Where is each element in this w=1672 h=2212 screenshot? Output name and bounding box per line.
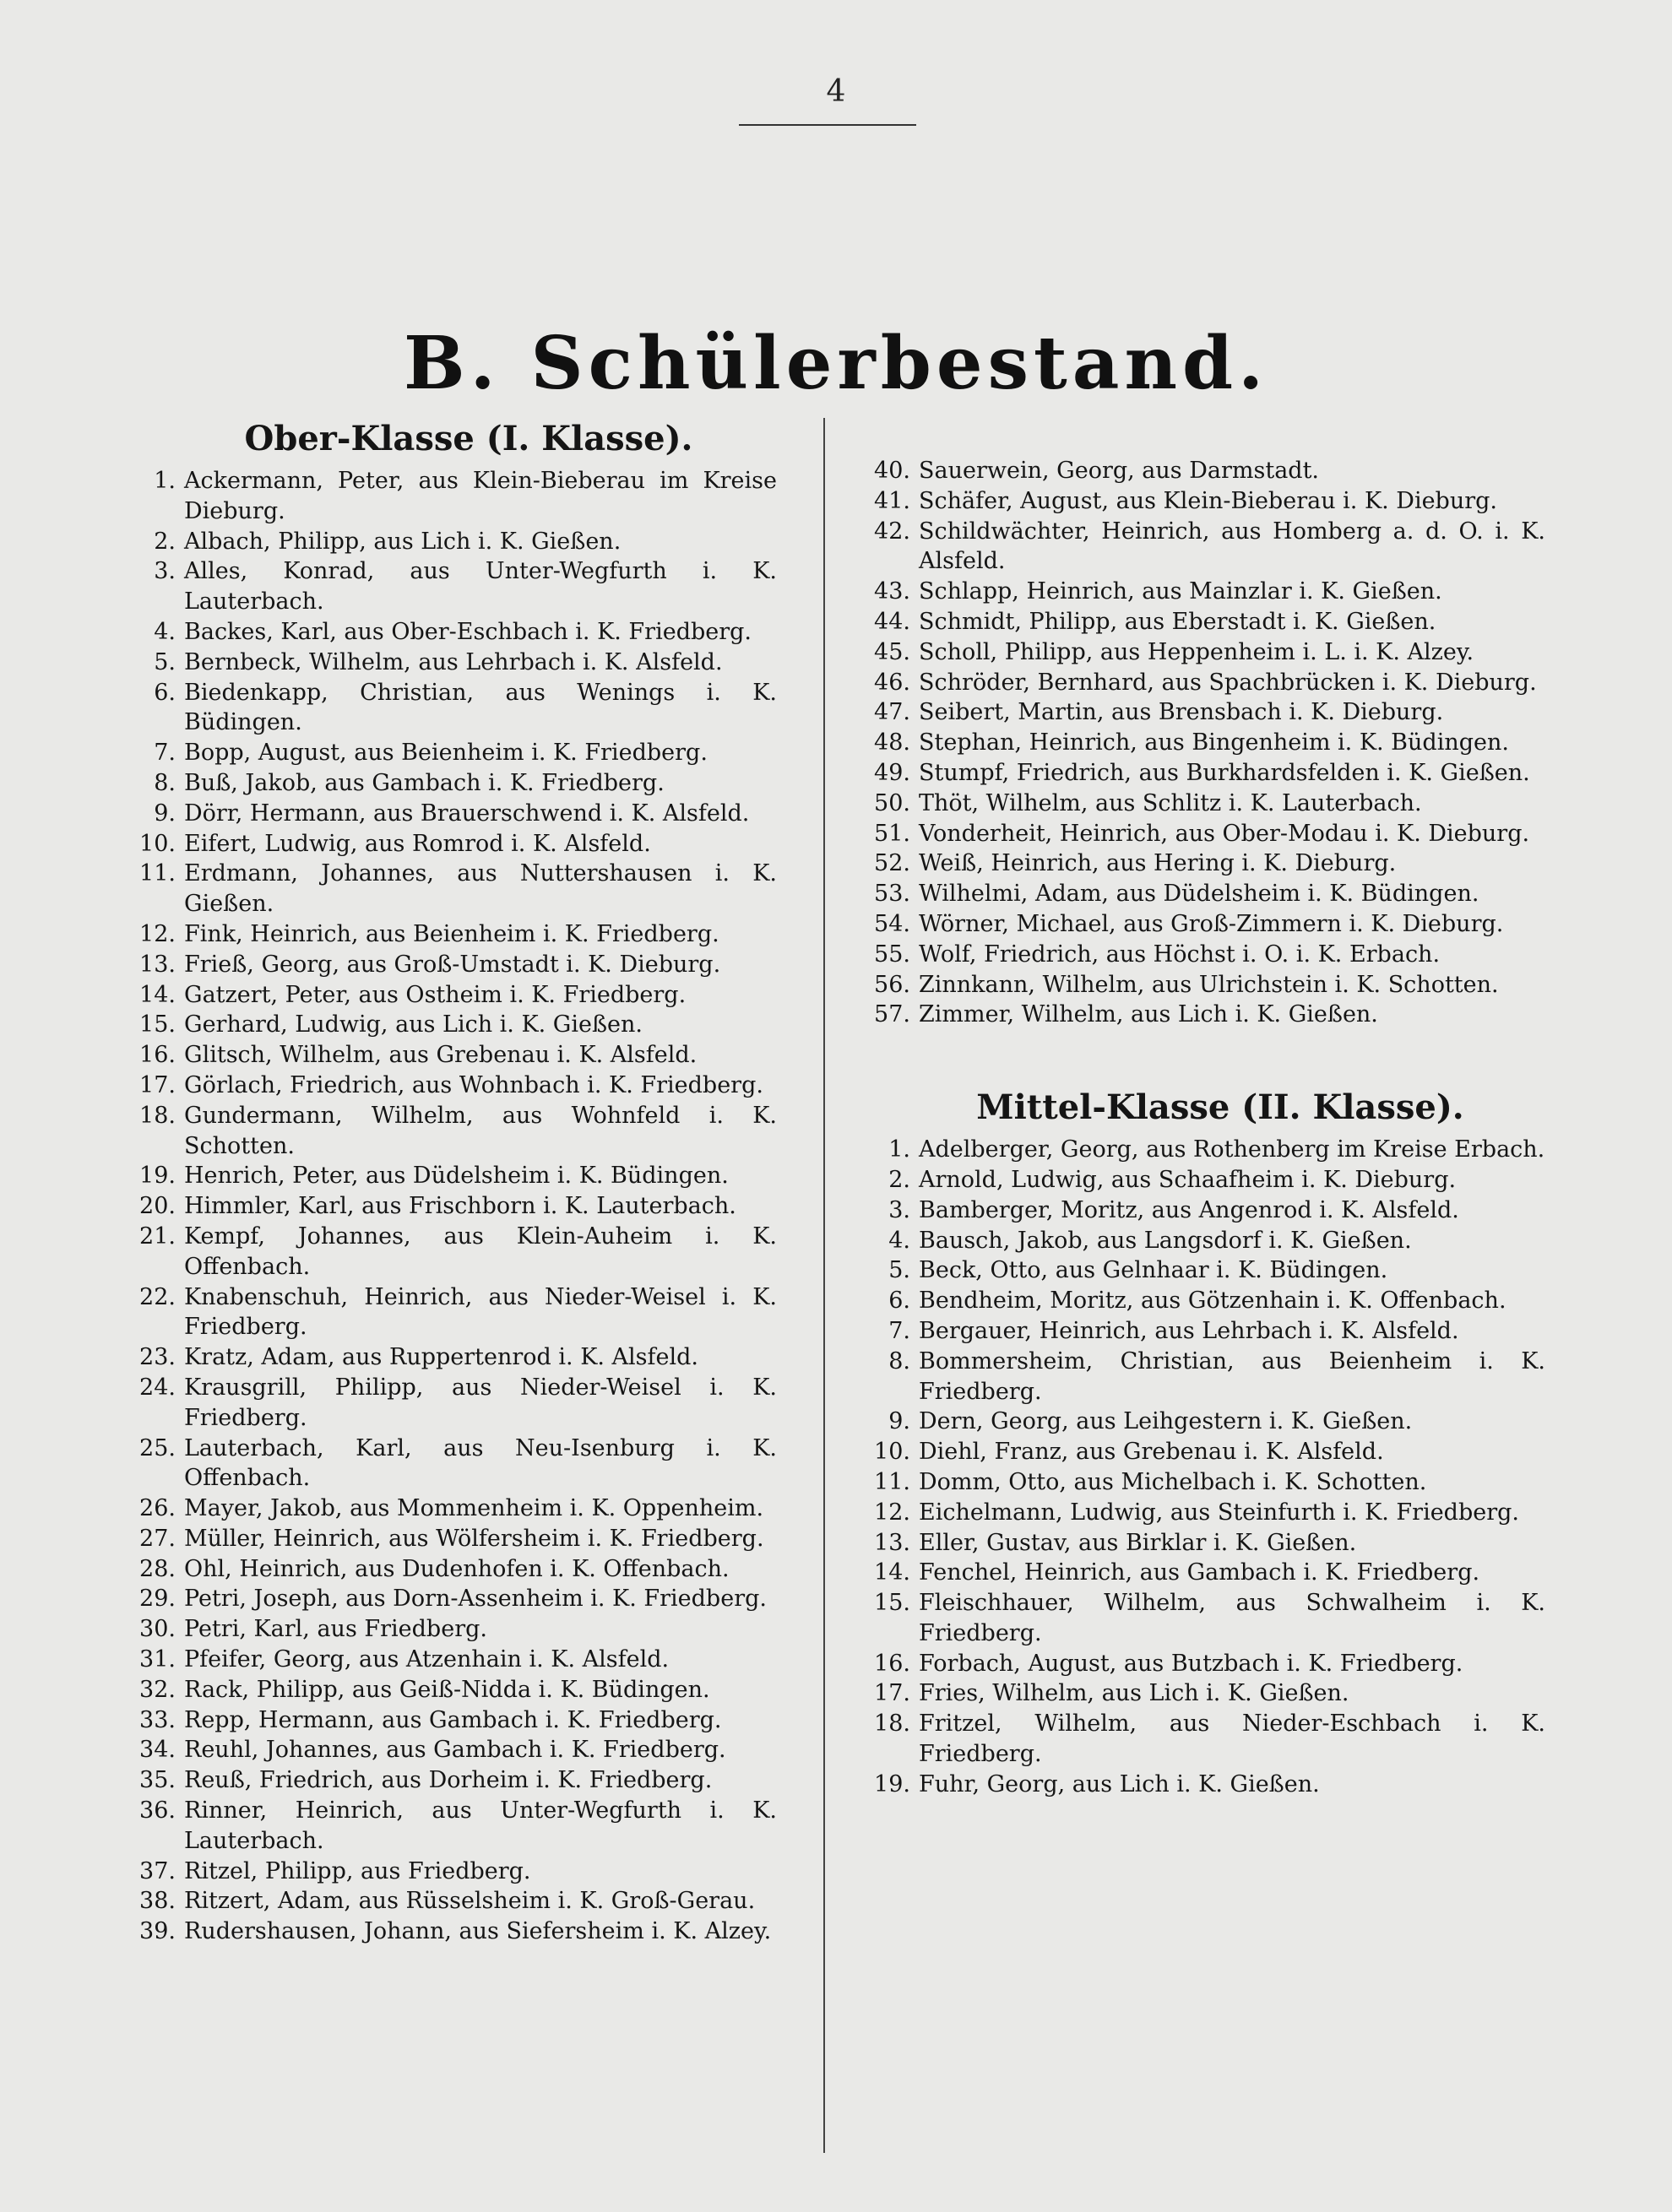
entry-number: 18. <box>139 1102 176 1129</box>
entry-text: Schlapp, Heinrich, aus Mainzlar i. K. Gießen. <box>919 578 1442 605</box>
student-entry <box>844 1255 1545 1286</box>
student-entry <box>110 1524 777 1554</box>
entry-text: Eifert, Ludwig, aus Romrod i. K. Alsfeld. <box>184 830 651 857</box>
entry-number: 12. <box>139 920 176 947</box>
student-entry <box>844 607 1545 637</box>
entry-text: Bamberger, Moritz, aus Angenrod i. K. Alsfeld. <box>919 1196 1459 1223</box>
student-entry <box>110 1857 777 1887</box>
page-number: 4 <box>826 74 846 109</box>
entry-text: Petri, Joseph, aus Dorn-Assenheim i. K. Friedberg. <box>184 1586 767 1613</box>
entry-number: 56. <box>874 971 910 998</box>
entry-text: Petri, Karl, aus Friedberg. <box>184 1616 487 1643</box>
entry-text: Backes, Karl, aus Ober-Eschbach i. K. Friedberg. <box>184 618 752 645</box>
entry-number: 4. <box>888 1227 910 1254</box>
student-entry <box>110 1705 777 1736</box>
entry-number: 1. <box>888 1136 910 1163</box>
entry-number: 3. <box>154 558 176 585</box>
student-entry <box>844 940 1545 970</box>
entry-text: Zinnkann, Wilhelm, aus Ulrichstein i. K. Schotten. <box>919 971 1499 998</box>
student-entry <box>844 1286 1545 1316</box>
entry-text: Dern, Georg, aus Leihgestern i. K. Gießen. <box>919 1408 1413 1435</box>
entry-number: 25. <box>139 1434 176 1461</box>
entry-text: Krausgrill, Philipp, aus Nieder-Weisel i. K. Friedberg. <box>184 1374 777 1431</box>
entry-text: Repp, Hermann, aus Gambach i. K. Friedberg. <box>184 1706 722 1733</box>
entry-number: 16. <box>139 1042 176 1069</box>
student-entry <box>110 1675 777 1705</box>
student-entry <box>110 1040 777 1071</box>
entry-number: 39. <box>139 1918 176 1945</box>
entry-text: Scholl, Philipp, aus Heppenheim i. L. i. K. Alzey. <box>919 638 1474 665</box>
entry-number: 4. <box>154 618 176 645</box>
student-entry <box>844 909 1545 940</box>
entry-number: 50. <box>874 789 910 816</box>
student-entry <box>110 1554 777 1585</box>
student-entry <box>110 799 777 829</box>
student-entry <box>844 819 1545 849</box>
student-entry <box>110 1735 777 1765</box>
student-entry <box>844 1770 1545 1800</box>
student-entry <box>844 1709 1545 1770</box>
right-column <box>844 412 1545 1800</box>
entry-number: 47. <box>874 699 910 726</box>
entry-number: 51. <box>874 820 910 847</box>
student-entry <box>110 527 777 557</box>
entry-text: Diehl, Franz, aus Grebenau i. K. Alsfeld. <box>919 1439 1384 1466</box>
student-entry <box>110 1765 777 1796</box>
entry-number: 1. <box>154 468 176 494</box>
student-list-mittel-klasse <box>844 1135 1545 1800</box>
entry-number: 46. <box>874 669 910 696</box>
entry-text: Ackermann, Peter, aus Klein-Bieberau im Kreise Dieburg. <box>184 468 777 524</box>
student-entry <box>110 1917 777 1947</box>
entry-text: Bommersheim, Christian, aus Beienheim i. K. Friedberg. <box>919 1347 1545 1405</box>
page-title: B. Schülerbestand. <box>403 321 1269 406</box>
entry-text: Schmidt, Philipp, aus Eberstadt i. K. Gießen. <box>919 608 1436 635</box>
section-heading-ober-klasse: Ober-Klasse (I. Klasse). <box>244 419 693 458</box>
entry-text: Pfeifer, Georg, aus Atzenhain i. K. Alsfeld. <box>184 1646 670 1673</box>
entry-number: 27. <box>139 1525 176 1552</box>
entry-number: 21. <box>139 1223 176 1250</box>
entry-number: 7. <box>154 740 176 767</box>
entry-number: 5. <box>154 648 176 675</box>
entry-text: Lauterbach, Karl, aus Neu-Isenburg i. K. Offenbach. <box>184 1434 777 1492</box>
student-entry <box>844 1000 1545 1030</box>
entry-number: 38. <box>139 1888 176 1915</box>
entry-text: Henrich, Peter, aus Düdelsheim i. K. Büdingen. <box>184 1163 729 1190</box>
entry-number: 24. <box>139 1374 176 1401</box>
entry-text: Fink, Heinrich, aus Beienheim i. K. Friedberg. <box>184 920 719 947</box>
student-entry <box>110 1373 777 1434</box>
entry-text: Weiß, Heinrich, aus Hering i. K. Dieburg. <box>919 850 1397 877</box>
entry-text: Schröder, Bernhard, aus Spachbrücken i. K. Dieburg. <box>919 669 1537 696</box>
entry-text: Rack, Philipp, aus Geiß-Nidda i. K. Büdingen. <box>184 1676 710 1703</box>
student-entry <box>844 1498 1545 1528</box>
entry-number: 30. <box>139 1616 176 1643</box>
entry-text: Fenchel, Heinrich, aus Gambach i. K. Friedberg. <box>919 1559 1480 1586</box>
student-entry <box>844 517 1545 577</box>
entry-number: 55. <box>874 941 910 968</box>
entry-number: 45. <box>874 638 910 665</box>
entry-text: Eichelmann, Ludwig, aus Steinfurth i. K. Friedberg. <box>919 1499 1520 1526</box>
entry-number: 9. <box>888 1408 910 1435</box>
entry-text: Buß, Jakob, aus Gambach i. K. Friedberg. <box>184 769 665 796</box>
entry-text: Zimmer, Wilhelm, aus Lich i. K. Gießen. <box>919 1001 1378 1028</box>
student-entry <box>110 829 777 859</box>
student-entry <box>110 1434 777 1494</box>
entry-number: 43. <box>874 578 910 605</box>
entry-text: Bendheim, Moritz, aus Götzenhain i. K. Offenbach. <box>919 1288 1506 1315</box>
student-entry <box>110 617 777 648</box>
student-entry <box>844 728 1545 758</box>
entry-number: 26. <box>139 1495 176 1522</box>
entry-text: Ritzert, Adam, aus Rüsselsheim i. K. Groß-Gerau. <box>184 1888 756 1915</box>
left-column <box>110 412 777 1947</box>
entry-number: 7. <box>888 1317 910 1344</box>
entry-number: 34. <box>139 1737 176 1764</box>
entry-text: Alles, Konrad, aus Unter-Wegfurth i. K. Lauterbach. <box>184 558 777 615</box>
entry-text: Bernbeck, Wilhelm, aus Lehrbach i. K. Alsfeld. <box>184 648 723 675</box>
entry-number: 5. <box>888 1257 910 1284</box>
student-entry <box>110 556 777 617</box>
entry-number: 42. <box>874 518 910 545</box>
student-entry <box>844 1588 1545 1649</box>
entry-text: Dörr, Hermann, aus Brauerschwend i. K. Alsfeld. <box>184 800 750 827</box>
entry-text: Eller, Gustav, aus Birklar i. K. Gießen. <box>919 1529 1357 1556</box>
student-entry <box>110 919 777 950</box>
entry-number: 11. <box>139 860 176 887</box>
student-entry <box>844 668 1545 698</box>
entry-number: 18. <box>874 1711 910 1738</box>
student-entry <box>844 486 1545 517</box>
student-entry <box>844 1347 1545 1407</box>
entry-text: Bopp, August, aus Beienheim i. K. Friedberg. <box>184 740 708 767</box>
student-entry <box>110 1282 777 1343</box>
entry-text: Vonderheit, Heinrich, aus Ober-Modau i. K. Dieburg. <box>919 820 1530 847</box>
entry-text: Gerhard, Ludwig, aus Lich i. K. Gießen. <box>184 1011 643 1038</box>
entry-number: 57. <box>874 1001 910 1028</box>
student-entry <box>110 1101 777 1162</box>
entry-number: 14. <box>139 981 176 1008</box>
entry-text: Mayer, Jakob, aus Mommenheim i. K. Oppenheim. <box>184 1495 764 1522</box>
student-entry <box>110 466 777 527</box>
entry-number: 14. <box>874 1559 910 1586</box>
student-entry <box>844 1558 1545 1588</box>
entry-number: 49. <box>874 759 910 786</box>
entry-text: Fleischhauer, Wilhelm, aus Schwalheim i. K. Friedberg. <box>919 1590 1545 1646</box>
entry-text: Himmler, Karl, aus Frischborn i. K. Lauterbach. <box>184 1193 736 1220</box>
student-entry <box>844 848 1545 879</box>
student-entry <box>110 1886 777 1917</box>
student-entry <box>844 970 1545 1000</box>
entry-number: 8. <box>154 769 176 796</box>
entry-number: 20. <box>139 1193 176 1220</box>
entry-number: 29. <box>139 1586 176 1613</box>
entry-text: Wolf, Friedrich, aus Höchst i. O. i. K. Erbach. <box>919 941 1441 968</box>
entry-text: Reuhl, Johannes, aus Gambach i. K. Friedberg. <box>184 1737 726 1764</box>
entry-text: Bergauer, Heinrich, aus Lehrbach i. K. Alsfeld. <box>919 1317 1459 1344</box>
student-list-ober-klasse-continued <box>844 456 1545 1030</box>
student-entry <box>844 1437 1545 1467</box>
student-entry <box>110 1010 777 1040</box>
entry-number: 54. <box>874 910 910 937</box>
student-entry <box>844 1165 1545 1195</box>
student-entry <box>110 1584 777 1614</box>
entry-number: 6. <box>154 679 176 706</box>
entry-number: 35. <box>139 1767 176 1794</box>
entry-text: Beck, Otto, aus Gelnhaar i. K. Büdingen. <box>919 1257 1388 1284</box>
entry-text: Adelberger, Georg, aus Rothenberg im Kreise Erbach. <box>919 1136 1545 1163</box>
entry-text: Albach, Philipp, aus Lich i. K. Gießen. <box>184 528 622 555</box>
student-entry <box>844 577 1545 607</box>
student-entry <box>110 1494 777 1524</box>
entry-text: Seibert, Martin, aus Brensbach i. K. Dieburg. <box>919 699 1444 726</box>
student-entry <box>844 1407 1545 1437</box>
entry-number: 15. <box>139 1011 176 1038</box>
entry-number: 19. <box>874 1770 910 1797</box>
entry-number: 40. <box>874 458 910 484</box>
student-list-ober-klasse <box>110 466 777 1947</box>
entry-text: Fuhr, Georg, aus Lich i. K. Gießen. <box>919 1770 1320 1797</box>
entry-number: 44. <box>874 608 910 635</box>
entry-number: 53. <box>874 881 910 908</box>
entry-text: Wilhelmi, Adam, aus Düdelsheim i. K. Büdingen. <box>919 881 1479 908</box>
entry-text: Rinner, Heinrich, aus Unter-Wegfurth i. K. Lauterbach. <box>184 1797 777 1854</box>
entry-text: Schäfer, August, aus Klein-Bieberau i. K. Dieburg. <box>919 487 1498 514</box>
entry-number: 17. <box>139 1071 176 1098</box>
entry-number: 8. <box>888 1347 910 1374</box>
column-divider <box>823 418 825 2153</box>
entry-number: 12. <box>874 1499 910 1526</box>
entry-text: Arnold, Ludwig, aus Schaafheim i. K. Dieburg. <box>919 1166 1457 1193</box>
entry-number: 10. <box>874 1439 910 1466</box>
entry-text: Domm, Otto, aus Michelbach i. K. Schotten. <box>919 1468 1427 1495</box>
entry-text: Erdmann, Johannes, aus Nuttershausen i. K. Gießen. <box>184 860 777 918</box>
entry-text: Frieß, Georg, aus Groß-Umstadt i. K. Dieburg. <box>184 951 721 978</box>
entry-text: Knabenschuh, Heinrich, aus Nieder-Weisel i. K. Friedberg. <box>184 1283 777 1341</box>
entry-text: Schildwächter, Heinrich, aus Homberg a. d. O. i. K. Alsfeld. <box>919 518 1545 575</box>
student-entry <box>844 789 1545 819</box>
student-entry <box>110 1645 777 1675</box>
student-entry <box>844 879 1545 909</box>
student-entry <box>844 1678 1545 1709</box>
student-entry <box>110 738 777 768</box>
student-entry <box>110 950 777 980</box>
student-entry <box>110 648 777 678</box>
entry-text: Gatzert, Peter, aus Ostheim i. K. Friedberg. <box>184 981 687 1008</box>
student-entry <box>844 456 1545 486</box>
entry-text: Forbach, August, aus Butzbach i. K. Friedberg. <box>919 1650 1463 1677</box>
entry-text: Sauerwein, Georg, aus Darmstadt. <box>919 458 1320 484</box>
entry-number: 11. <box>874 1468 910 1495</box>
entry-number: 48. <box>874 729 910 756</box>
entry-text: Reuß, Friedrich, aus Dorheim i. K. Friedberg. <box>184 1767 713 1794</box>
entry-text: Glitsch, Wilhelm, aus Grebenau i. K. Alsfeld. <box>184 1042 698 1069</box>
student-entry <box>110 768 777 799</box>
entry-number: 2. <box>888 1166 910 1193</box>
entry-number: 52. <box>874 850 910 877</box>
entry-number: 19. <box>139 1163 176 1190</box>
entry-text: Stephan, Heinrich, aus Bingenheim i. K. Büdingen. <box>919 729 1509 756</box>
student-entry <box>844 1135 1545 1165</box>
entry-text: Görlach, Friedrich, aus Wohnbach i. K. Friedberg. <box>184 1071 763 1098</box>
section-heading-mittel-klasse: Mittel-Klasse (II. Klasse). <box>976 1087 1464 1128</box>
student-entry <box>110 1342 777 1373</box>
student-entry <box>110 1796 777 1857</box>
entry-number: 3. <box>888 1196 910 1223</box>
entry-number: 2. <box>154 528 176 555</box>
entry-text: Biedenkapp, Christian, aus Wenings i. K. Büdingen. <box>184 679 777 736</box>
student-entry <box>110 678 777 739</box>
entry-number: 17. <box>874 1680 910 1707</box>
header-rule <box>739 124 916 126</box>
student-entry <box>844 1528 1545 1559</box>
entry-number: 16. <box>874 1650 910 1677</box>
entry-text: Gundermann, Wilhelm, aus Wohnfeld i. K. Schotten. <box>184 1102 777 1159</box>
student-entry <box>110 859 777 919</box>
entry-text: Fries, Wilhelm, aus Lich i. K. Gießen. <box>919 1680 1349 1707</box>
student-entry <box>110 1161 777 1191</box>
entry-text: Ohl, Heinrich, aus Dudenhofen i. K. Offenbach. <box>184 1555 730 1582</box>
student-entry <box>844 1226 1545 1256</box>
entry-text: Rudershausen, Johann, aus Siefersheim i. K. Alzey. <box>184 1918 772 1945</box>
student-entry <box>844 697 1545 728</box>
entry-number: 9. <box>154 800 176 827</box>
entry-text: Ritzel, Philipp, aus Friedberg. <box>184 1857 531 1884</box>
student-entry <box>110 1614 777 1645</box>
entry-text: Fritzel, Wilhelm, aus Nieder-Eschbach i. K. Friedberg. <box>919 1711 1545 1768</box>
entry-number: 13. <box>874 1529 910 1556</box>
student-entry <box>110 1071 777 1101</box>
entry-number: 13. <box>139 951 176 978</box>
entry-number: 22. <box>139 1283 176 1310</box>
entry-text: Wörner, Michael, aus Groß-Zimmern i. K. Dieburg. <box>919 910 1504 937</box>
student-entry <box>110 1191 777 1222</box>
entry-text: Stumpf, Friedrich, aus Burkhardsfelden i. K. Gießen. <box>919 759 1530 786</box>
entry-number: 15. <box>874 1590 910 1617</box>
entry-number: 41. <box>874 487 910 514</box>
student-entry <box>110 1222 777 1282</box>
entry-number: 10. <box>139 830 176 857</box>
entry-text: Kempf, Johannes, aus Klein-Auheim i. K. Offenbach. <box>184 1223 777 1280</box>
entry-text: Müller, Heinrich, aus Wölfersheim i. K. Friedberg. <box>184 1525 764 1552</box>
student-entry <box>844 758 1545 789</box>
entry-number: 28. <box>139 1555 176 1582</box>
student-entry <box>844 1316 1545 1347</box>
entry-number: 32. <box>139 1676 176 1703</box>
student-entry <box>844 1649 1545 1679</box>
entry-number: 33. <box>139 1706 176 1733</box>
entry-text: Thöt, Wilhelm, aus Schlitz i. K. Lauterbach. <box>919 789 1422 816</box>
entry-text: Kratz, Adam, aus Ruppertenrod i. K. Alsfeld. <box>184 1344 699 1371</box>
entry-number: 31. <box>139 1646 176 1673</box>
entry-text: Bausch, Jakob, aus Langsdorf i. K. Gießen. <box>919 1227 1412 1254</box>
student-entry <box>110 980 777 1011</box>
student-entry <box>844 1467 1545 1498</box>
entry-number: 37. <box>139 1857 176 1884</box>
entry-number: 23. <box>139 1344 176 1371</box>
entry-number: 6. <box>888 1288 910 1315</box>
student-entry <box>844 637 1545 668</box>
student-entry <box>844 1195 1545 1226</box>
entry-number: 36. <box>139 1797 176 1824</box>
